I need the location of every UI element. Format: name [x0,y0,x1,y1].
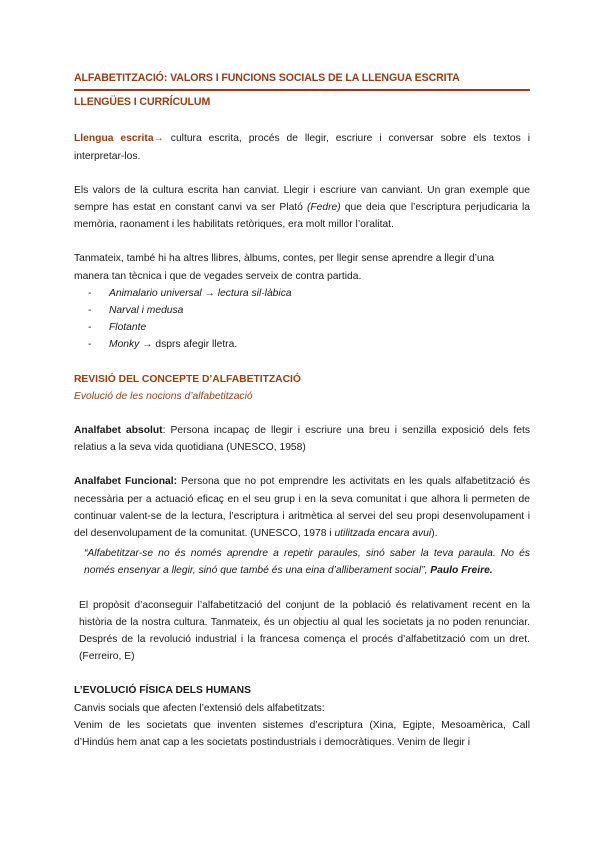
intro-definition: cultura escrita, procés de llegir, escriure i conversar sobre els textos i interpretar-los. [74,133,531,162]
values-italic: (Fedre) [306,202,341,214]
intro-term: Llengua escrita [74,133,154,145]
freire-quote: “Alfabetitzar-se no és només aprendre a repetir paraules, sinó saber la teva paraula. No és només ensenyar a llegir, sinó que també és una eina d’alliberament social”, Paulo Freire. [84,548,530,577]
analfabet-funcional-term: Analfabet Funcional: [74,476,178,488]
list-item: - Monky → dsprs afegir lletra. [88,336,530,353]
purpose-paragraph: El propòsit d’aconseguir l’alfabetització del conjunt de la població és relativament recent en la història de la nostra cultura. Tanmateix, és un objectiu al qual les societats ja no poden renunciar. Després de la revolució industrial i la francesa comença el procés d’alfabetització com un dret. (Ferreiro, E) [79,599,530,663]
quote-author: Paulo Freire. [430,565,493,577]
arrow-right-icon: → [201,287,218,299]
list-item: - Narval i medusa [88,302,530,319]
analfabet-absolut-paragraph: Analfabet absolut: Persona incapaç de llegir i escriure una breu i senzilla exposició dels fets relatius a la seva vida quotidiana (UNESCO, 1958) [74,425,530,454]
arrow-right-icon: → [153,133,164,145]
section-evolucio-title: L’EVOLUCIÓ FÍSICA DELS HUMANS [74,685,251,697]
arrow-right-icon: → [139,339,156,351]
section-evolucio-line2: Venim de les societats que inventen sistemes d’escriptura (Xina, Egipte, Mesoamèrica, Call d’Hindús hem anat cap a les societats postindustrials i democràtiques. Venim de llegir i [74,719,530,749]
values-text-2: que deia que l’escriptura perjudicaria la memòria, raonament i les habilitats retòriques, era molt millor l’oralitat. [74,202,530,231]
intro-paragraph [74,130,530,164]
books-list [74,285,530,354]
document-page [74,70,530,751]
section-evolucio-line1: Canvis socials que afecten l’extensió dels alfabetitzats: [74,702,325,714]
section-revisio-title: REVISIÓ DEL CONCEPTE D’ALFABETITZACIÓ [74,373,301,385]
list-item: - Flotante [88,319,530,336]
values-paragraph [74,182,530,234]
section-revisio-subtitle: Evolució de les nocions d’alfabetització [74,390,253,402]
values-text-1: Els valors de la cultura escrita han canviat. Llegir i escriure van canviant. Un gran exemple que sempre has estat en constant canvi va ser Plató [74,184,530,214]
books-paragraph: Tanmateix, també hi ha altres llibres, àlbums, contes, per llegir sense aprendre a llegir d’una manera tan tècnica i que de vegades serveix de contra partida. [74,253,495,282]
analfabet-funcional-paragraph: Analfabet Funcional: Persona que no pot emprendre les activitats en les quals alfabetització és necessària per a actuació eficaç en el seu grup i en la seva comunitat i que alhora li permeten de continuar valent-se de la lectura, l’escriptura i aritmètica al servei del seu propi desenvolupament i del desenvolupament de la comunitat. (UNESCO, 1978 i utilitzada encara avui). [74,476,531,540]
document-title: ALFABETITZACIÓ: VALORS I FUNCIONS SOCIALS DE LA LLENGUA ESCRITA [74,70,530,91]
analfabet-absolut-term: Analfabet absolut [74,425,163,437]
document-subtitle: LLENGÜES I CURRÍCULUM [74,96,211,109]
list-item: - Animalario universal → lectura sil·làbica [88,285,530,302]
